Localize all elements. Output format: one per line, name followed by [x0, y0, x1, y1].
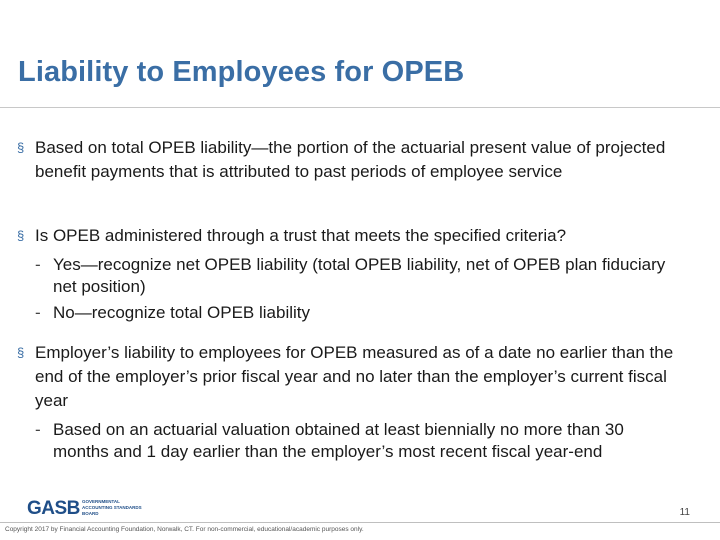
sub-bullet-item — [35, 254, 675, 298]
logo-wordmark: GASB — [27, 498, 80, 519]
bullet-marker-icon: § — [17, 228, 25, 243]
sub-bullet-item — [35, 302, 675, 324]
page-number: 11 — [679, 507, 690, 518]
bullet-marker-icon: § — [17, 140, 25, 155]
bullet-item — [17, 224, 697, 248]
sub-bullet-text: No—recognize total OPEB liability — [53, 303, 311, 322]
slide-title: Liability to Employees for OPEB — [18, 56, 465, 88]
footer-divider — [0, 522, 720, 523]
logo-tagline: GOVERNMENTAL ACCOUNTING STANDARDS BOARD — [82, 499, 142, 516]
bullet-marker-icon: § — [17, 345, 25, 360]
dash-marker-icon: - — [35, 303, 41, 322]
dash-marker-icon: - — [35, 255, 41, 274]
bullet-text: Employer’s liability to employees for OPEB measured as of a date no earlier than the end of the employer’s prior fiscal year and no later than the employer’s current fiscal year — [35, 343, 674, 410]
copyright-notice: Copyright 2017 by Financial Accounting Foundation, Norwalk, CT. For non-commercial, educational/academic purposes only. — [5, 526, 364, 533]
sub-bullet-item — [35, 419, 675, 463]
sub-bullet-text: Based on an actuarial valuation obtained at least biennially no more than 30 months and 1 day earlier than the employer’s most recent fiscal year-end — [53, 420, 624, 461]
gasb-logo — [27, 497, 147, 521]
bullet-text: Is OPEB administered through a trust that meets the specified criteria? — [35, 226, 567, 245]
sub-bullet-text: Yes—recognize net OPEB liability (total OPEB liability, net of OPEB plan fiduciary net position) — [53, 255, 666, 296]
bullet-item — [17, 341, 697, 413]
bullet-item — [17, 136, 697, 184]
title-divider — [0, 107, 720, 108]
dash-marker-icon: - — [35, 420, 41, 439]
bullet-text: Based on total OPEB liability—the portion of the actuarial present value of projected benefit payments that is attributed to past periods of employee service — [35, 138, 666, 181]
